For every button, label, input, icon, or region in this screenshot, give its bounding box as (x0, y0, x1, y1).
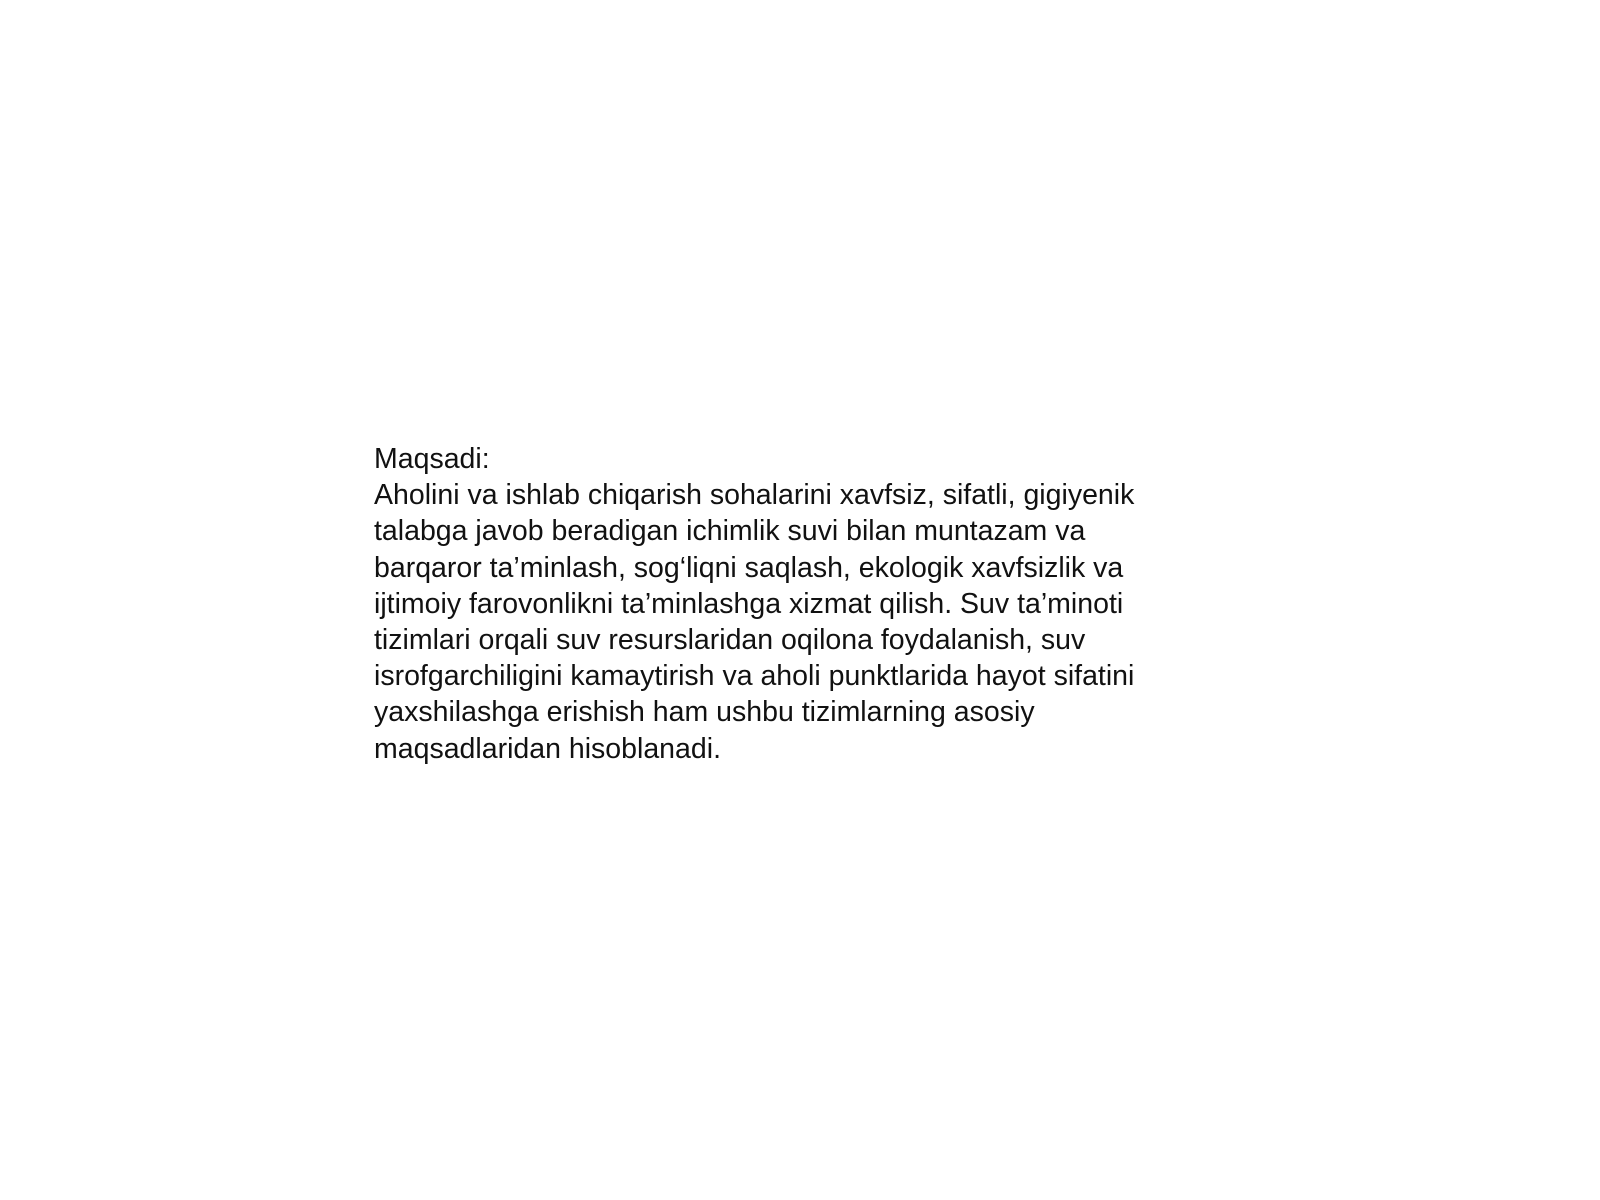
goal-text-line: barqaror ta’minlash, sog‘liqni saqlash, ekologik xavfsizlik va (374, 551, 1124, 584)
goal-text-line: tizimlari orqali suv resurslaridan oqilona foydalanish, suv (374, 624, 1086, 657)
goal-text-line: Aholini va ishlab chiqarish sohalarini xavfsiz, sifatli, gigiyenik (374, 479, 1135, 512)
goal-text-line: ijtimoiy farovonlikni ta’minlashga xizmat qilish. Suv ta’minoti (374, 587, 1124, 620)
goal-text-line: isrofgarchiligini kamaytirish va aholi punktlarida hayot sifatini (374, 660, 1135, 693)
goal-text-line: maqsadlaridan hisoblanadi. (374, 732, 721, 765)
goal-heading: Maqsadi: (374, 443, 490, 475)
goal-text-line: yaxshilashga erishish ham ushbu tizimlarning asosiy (374, 696, 1035, 729)
goal-text-block (374, 441, 1204, 767)
goal-text-line: talabga javob beradigan ichimlik suvi bilan muntazam va (374, 515, 1086, 548)
